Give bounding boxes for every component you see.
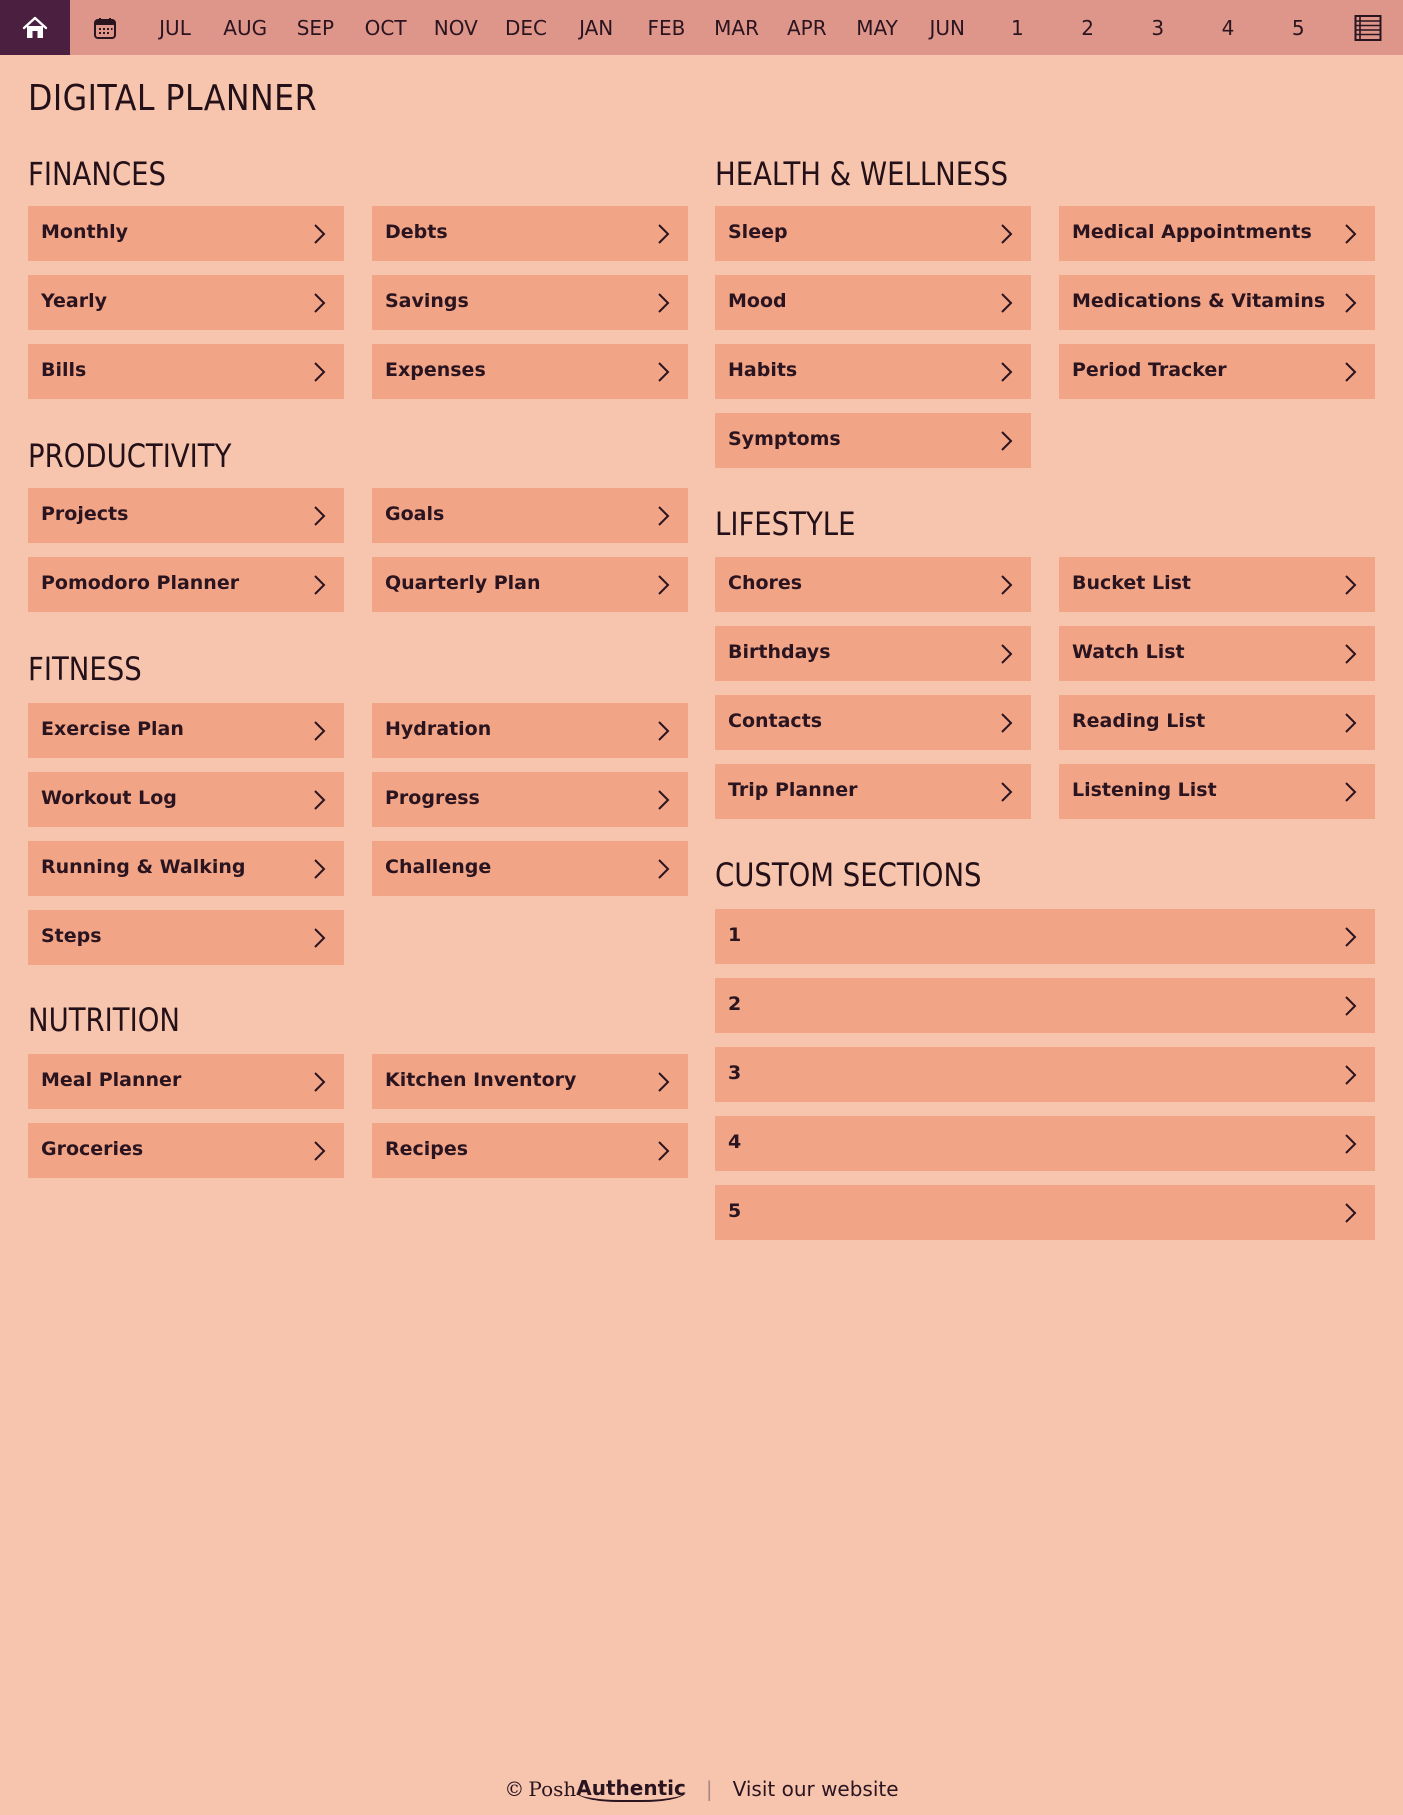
chevron-right-icon [312,505,326,527]
tile-nutrition-meal-planner[interactable] [28,1054,344,1109]
chevron-right-icon [999,643,1013,665]
nav-custom-3[interactable]: 3 [1151,15,1165,40]
nav-month-may[interactable]: MAY [856,15,898,40]
list-icon [1354,14,1382,42]
section-title-nutrition: NUTRITION [28,1001,180,1039]
tile-label: Sleep [728,220,788,243]
tile-label: Hydration [385,717,492,740]
chevron-right-icon [1343,223,1357,245]
chevron-right-icon [1343,292,1357,314]
index-button[interactable] [1333,0,1403,55]
tile-label: Progress [385,786,480,809]
tile-fitness-progress[interactable] [372,772,688,827]
chevron-right-icon [999,574,1013,596]
tile-nutrition-kitchen-inventory[interactable] [372,1054,688,1109]
tile-lifestyle-listening-list[interactable] [1059,764,1375,819]
nav-month-oct[interactable]: OCT [364,15,407,40]
tile-label: 1 [728,923,742,946]
tile-label: Bucket List [1072,571,1191,594]
chevron-right-icon [999,292,1013,314]
tile-custom-1[interactable] [715,909,1375,964]
tile-label: Bills [41,358,87,381]
tile-health-mood[interactable] [715,275,1031,330]
chevron-right-icon [312,361,326,383]
chevron-right-icon [1343,574,1357,596]
tile-lifestyle-watch-list[interactable] [1059,626,1375,681]
chevron-right-icon [312,1071,326,1093]
chevron-right-icon [1343,995,1357,1017]
footer-separator: | [705,1777,713,1801]
chevron-right-icon [999,781,1013,803]
calendar-icon [93,16,117,40]
tile-label: Quarterly Plan [385,571,541,594]
tile-fitness-running-and-walking[interactable] [28,841,344,896]
tile-productivity-quarterly-plan[interactable] [372,557,688,612]
nav-custom-4[interactable]: 4 [1221,15,1235,40]
tile-lifestyle-trip-planner[interactable] [715,764,1031,819]
tile-label: Steps [41,924,102,947]
tile-finances-expenses[interactable] [372,344,688,399]
tile-label: Debts [385,220,448,243]
nav-month-mar[interactable]: MAR [714,15,760,40]
chevron-right-icon [1343,1064,1357,1086]
tile-finances-bills[interactable] [28,344,344,399]
tile-fitness-workout-log[interactable] [28,772,344,827]
tile-label: Yearly [41,289,107,312]
chevron-right-icon [312,789,326,811]
tile-health-medical-appointments[interactable] [1059,206,1375,261]
tile-label: Listening List [1072,778,1217,801]
tile-label: Contacts [728,709,823,732]
tile-custom-5[interactable] [715,1185,1375,1240]
chevron-right-icon [656,858,670,880]
chevron-right-icon [1343,926,1357,948]
tile-label: Running & Walking [41,855,246,878]
tile-health-medications-and-vitamins[interactable] [1059,275,1375,330]
tile-label: Reading List [1072,709,1206,732]
chevron-right-icon [312,574,326,596]
tile-finances-monthly[interactable] [28,206,344,261]
chevron-right-icon [999,361,1013,383]
nav-month-dec[interactable]: DEC [504,15,547,40]
footer [0,1775,1403,1803]
chevron-right-icon [999,223,1013,245]
tile-lifestyle-contacts[interactable] [715,695,1031,750]
chevron-right-icon [656,1140,670,1162]
tile-label: 5 [728,1199,742,1222]
tile-label: Goals [385,502,445,525]
tile-finances-savings[interactable] [372,275,688,330]
nav-month-jun[interactable]: JUN [929,15,965,40]
nav-month-aug[interactable]: AUG [223,15,268,40]
chevron-right-icon [656,789,670,811]
nav-month-feb[interactable]: FEB [647,15,686,40]
tile-label: Symptoms [728,427,841,450]
tile-label: Challenge [385,855,492,878]
tile-finances-debts[interactable] [372,206,688,261]
tile-label: Birthdays [728,640,831,663]
tile-custom-2[interactable] [715,978,1375,1033]
tile-fitness-exercise-plan[interactable] [28,703,344,758]
tile-label: Expenses [385,358,486,381]
chevron-right-icon [312,223,326,245]
chevron-right-icon [656,361,670,383]
chevron-right-icon [312,927,326,949]
tile-lifestyle-chores[interactable] [715,557,1031,612]
chevron-right-icon [1343,361,1357,383]
chevron-right-icon [312,858,326,880]
section-title-custom: CUSTOM SECTIONS [715,856,982,894]
nav-month-apr[interactable]: APR [786,15,827,40]
chevron-right-icon [1343,712,1357,734]
chevron-right-icon [656,505,670,527]
tile-label: Medical Appointments [1072,220,1312,243]
tile-lifestyle-birthdays[interactable] [715,626,1031,681]
tile-label: Mood [728,289,787,312]
brand-authentic: Authentic [576,1776,686,1800]
chevron-right-icon [1343,781,1357,803]
tile-label: Groceries [41,1137,144,1160]
tile-label: 2 [728,992,742,1015]
tile-label: Habits [728,358,798,381]
tile-health-sleep[interactable] [715,206,1031,261]
tile-finances-yearly[interactable] [28,275,344,330]
tile-fitness-challenge[interactable] [372,841,688,896]
home-icon [22,16,48,40]
tile-label: 4 [728,1130,742,1153]
brand-posh: Posh [528,1777,577,1801]
chevron-right-icon [999,712,1013,734]
chevron-right-icon [999,430,1013,452]
tile-lifestyle-reading-list[interactable] [1059,695,1375,750]
visit-website-link[interactable]: Visit our website [732,1777,899,1801]
nav-month-jul[interactable]: JUL [159,15,191,40]
tile-custom-3[interactable] [715,1047,1375,1102]
chevron-right-icon [312,1140,326,1162]
copyright-symbol: © [504,1777,525,1801]
tile-label: Pomodoro Planner [41,571,240,594]
top-navigation [0,0,1403,55]
nav-custom-2[interactable]: 2 [1081,15,1094,40]
tile-label: Recipes [385,1137,469,1160]
tile-fitness-steps[interactable] [28,910,344,965]
tile-health-symptoms[interactable] [715,413,1031,468]
tile-label: Savings [385,289,469,312]
section-title-finances: FINANCES [28,155,167,193]
chevron-right-icon [1343,643,1357,665]
tile-productivity-goals[interactable] [372,488,688,543]
tile-label: Medications & Vitamins [1072,289,1326,312]
tile-productivity-projects[interactable] [28,488,344,543]
page-title: DIGITAL PLANNER [28,78,318,119]
tile-label: Workout Log [41,786,177,809]
tile-label: Trip Planner [728,778,858,801]
section-title-lifestyle: LIFESTYLE [715,505,856,543]
tile-productivity-pomodoro-planner[interactable] [28,557,344,612]
tile-nutrition-recipes[interactable] [372,1123,688,1178]
chevron-right-icon [656,574,670,596]
tile-label: Monthly [41,220,128,243]
calendar-button[interactable] [70,0,140,55]
chevron-right-icon [312,292,326,314]
section-title-productivity: PRODUCTIVITY [28,437,232,475]
tile-label: Meal Planner [41,1068,182,1091]
tile-label: Kitchen Inventory [385,1068,577,1091]
tile-nutrition-groceries[interactable] [28,1123,344,1178]
tile-fitness-hydration[interactable] [372,703,688,758]
tile-label: Chores [728,571,803,594]
nav-month-jan[interactable]: JAN [579,15,614,40]
chevron-right-icon [656,1071,670,1093]
tile-label: Period Tracker [1072,358,1227,381]
tile-label: Exercise Plan [41,717,184,740]
nav-month-nov[interactable]: NOV [433,15,478,40]
chevron-right-icon [1343,1202,1357,1224]
tile-health-period-tracker[interactable] [1059,344,1375,399]
tile-label: 3 [728,1061,742,1084]
nav-custom-1[interactable]: 1 [1011,15,1024,40]
tile-label: Watch List [1072,640,1185,663]
home-button[interactable] [0,0,70,55]
tile-custom-4[interactable] [715,1116,1375,1171]
chevron-right-icon [656,223,670,245]
chevron-right-icon [656,292,670,314]
tile-health-habits[interactable] [715,344,1031,399]
nav-custom-5[interactable]: 5 [1291,15,1305,40]
chevron-right-icon [312,720,326,742]
nav-month-sep[interactable]: SEP [296,15,335,40]
chevron-right-icon [1343,1133,1357,1155]
chevron-right-icon [656,720,670,742]
tile-label: Projects [41,502,129,525]
tile-lifestyle-bucket-list[interactable] [1059,557,1375,612]
section-title-fitness: FITNESS [28,650,142,688]
section-title-health: HEALTH & WELLNESS [715,155,1009,193]
